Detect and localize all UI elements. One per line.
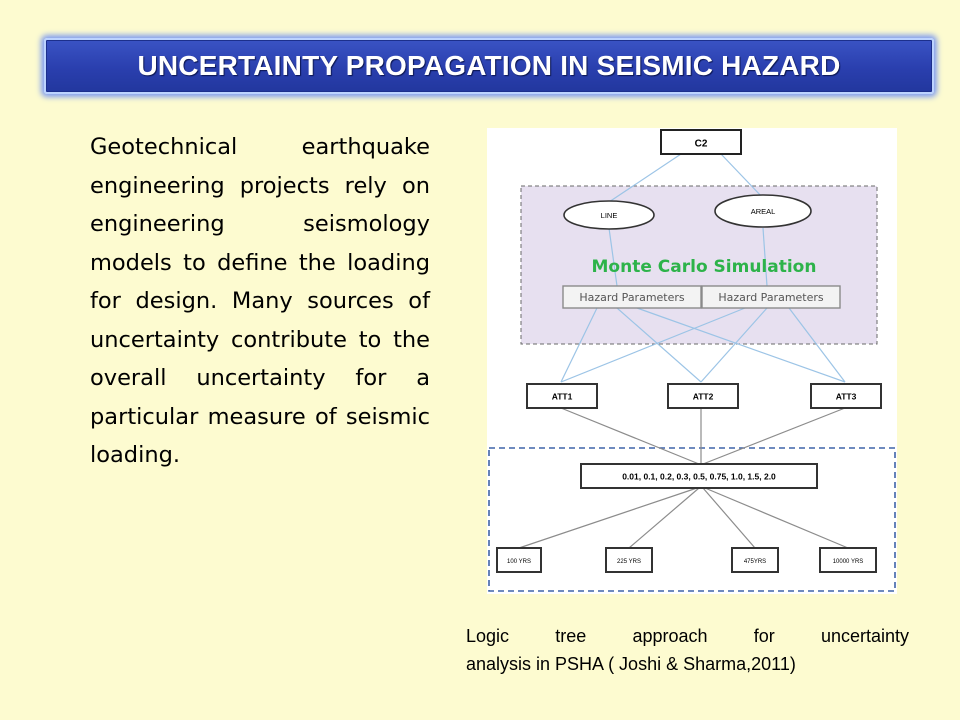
att3-label: ATT3 — [835, 391, 857, 402]
source-areal-label: AREAL — [750, 207, 776, 216]
logic-tree-figure — [487, 128, 897, 594]
period-to-return-links — [519, 488, 848, 548]
hazard-parameters-label-1: Hazard Parameters — [579, 291, 685, 304]
body-paragraph: Geotechnical earthquake engineering projects rely on engineering seismology models to define the loading for design. Many sources of uncertainty contribute to the overall uncertainty for a particular measure of seismic loading. — [90, 134, 430, 468]
logic-tree-diagram — [487, 128, 897, 594]
hazard-parameters-label-2: Hazard Parameters — [718, 291, 824, 304]
return-period-10000-label: 10000 YRS — [832, 559, 864, 565]
att2-label: ATT2 — [692, 391, 714, 402]
caption-line-2: analysis in PSHA ( Joshi & Sharma,2011) — [466, 654, 796, 674]
monte-carlo-label: Monte Carlo Simulation — [591, 257, 817, 277]
return-period-475-label: 475YRS — [743, 559, 767, 565]
periods-label: 0.01, 0.1, 0.2, 0.3, 0.5, 0.75, 1.0, 1.5, 2.0 — [622, 471, 776, 482]
root-label: C2 — [694, 138, 708, 150]
att1-label: ATT1 — [551, 391, 573, 402]
title-banner — [44, 38, 934, 94]
figure-caption — [466, 622, 909, 678]
caption-line-1: Logic tree approach for uncertainty — [466, 626, 909, 646]
return-period-100-label: 100 YRS — [507, 559, 531, 565]
slide-title: UNCERTAINTY PROPAGATION IN SEISMIC HAZARD — [137, 50, 841, 81]
att-to-period-links — [561, 408, 845, 464]
source-line-label: LINE — [600, 211, 618, 220]
return-period-225-label: 225 YRS — [617, 559, 641, 565]
